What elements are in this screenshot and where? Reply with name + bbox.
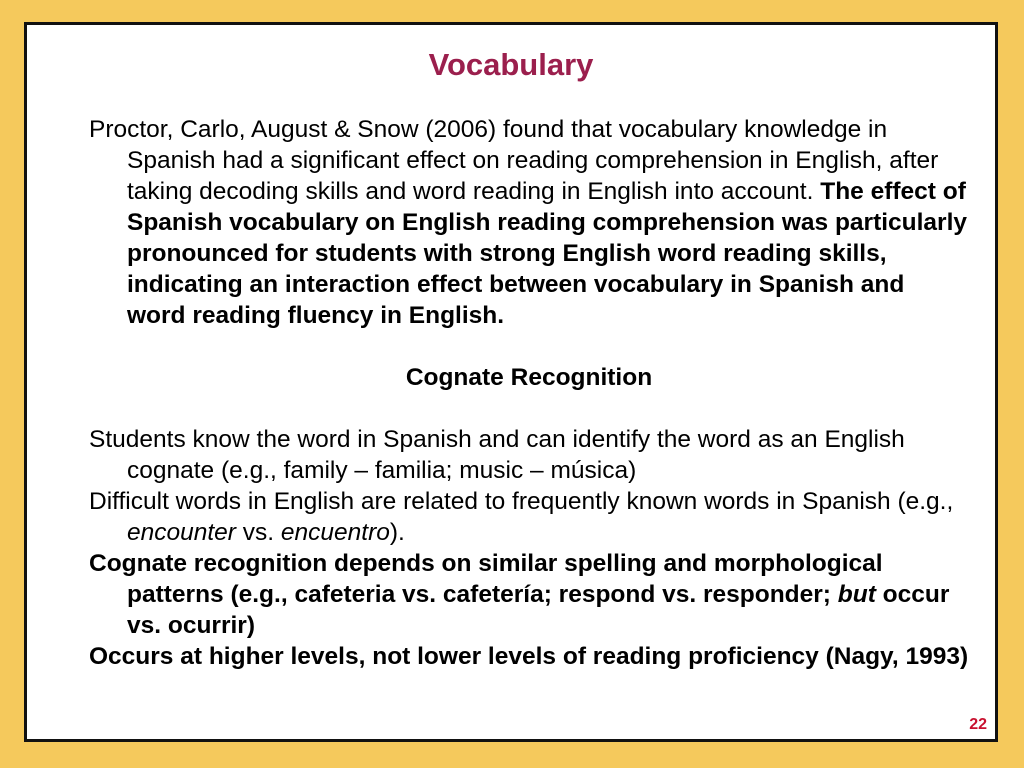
- spacer: [89, 331, 969, 362]
- page-number: 22: [969, 716, 987, 733]
- spacer: [89, 393, 969, 424]
- spelling-patterns-but: but: [837, 581, 876, 608]
- difficult-words-text-c: ).: [389, 519, 405, 546]
- paragraph-higher-levels: Occurs at higher levels, not lower levels of reading proficiency (Nagy, 1993): [89, 643, 969, 670]
- difficult-words-text-a: Difficult words in English are related to frequently known words in Spanish (e.g.,: [89, 488, 954, 515]
- proctor-study-emphasis: The effect of Spanish vocabulary on English reading comprehension was particularly pronounced for students with strong English word reading skills, indicating an interaction effect between vocabulary in Spanish and word reading fluency in English.: [127, 178, 968, 329]
- proctor-study-text: Proctor, Carlo, August & Snow (2006) found that vocabulary knowledge in Spanish had a significant effect on reading comprehension in English, after taking decoding skills and word reading in English into account.: [89, 116, 939, 205]
- difficult-words-example-spanish: encuentro: [280, 519, 390, 546]
- slide-title: Vocabulary: [428, 47, 594, 82]
- paragraph-cognate-identify: Students know the word in Spanish and can identify the word as an English cognate (e.g., family – familia; music – música): [89, 426, 905, 484]
- difficult-words-text-b: vs.: [235, 519, 281, 546]
- paragraph-spelling-patterns: [89, 548, 969, 641]
- spelling-patterns-text-a: Cognate recognition depends on similar spelling and morphological patterns (e.g., cafeteria vs. cafetería; respond vs. responder;: [89, 550, 883, 608]
- slide: [24, 22, 998, 742]
- paragraph-proctor-study: [89, 114, 969, 331]
- spelling-patterns-text-b: occur vs. ocurrir): [127, 581, 950, 639]
- slide-body: [89, 114, 969, 672]
- subheading-cognate-recognition: Cognate Recognition: [405, 364, 653, 391]
- paragraph-difficult-words: [89, 486, 969, 548]
- difficult-words-example-english: encounter: [127, 519, 236, 546]
